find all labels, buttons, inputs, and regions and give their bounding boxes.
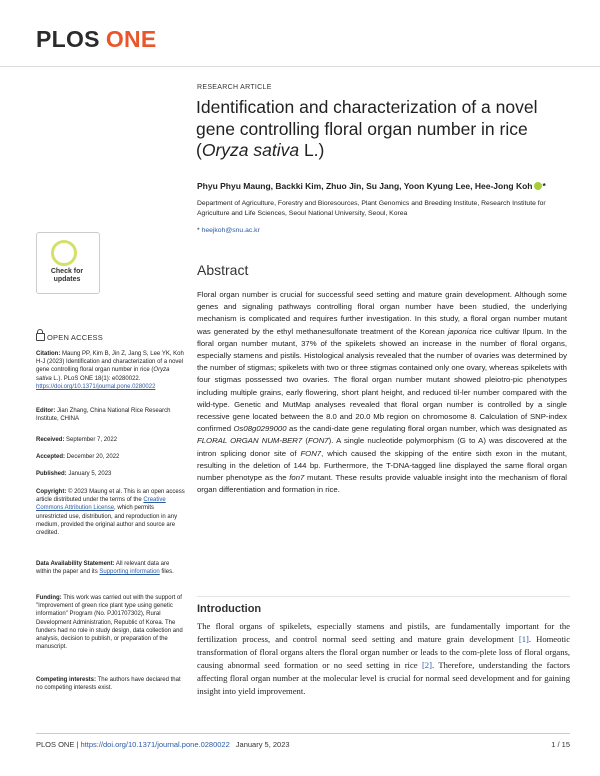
footer-citation: PLOS ONE | https://doi.org/10.1371/journal.pone.0280022 January 5, 2023: [36, 740, 290, 749]
logo-plos: PLOS: [36, 26, 100, 52]
page-number: 1 / 15: [551, 740, 570, 749]
license-link[interactable]: Creative Commons Attribution License: [36, 497, 166, 512]
header-divider: [0, 66, 600, 67]
citation-doi-link[interactable]: https://doi.org/10.1371/journal.pone.0280022: [36, 383, 156, 390]
intro-divider: [197, 596, 570, 597]
data-availability: Data Availability Statement: All relevant data are within the paper and its Supporting information files.: [36, 561, 174, 576]
corresponding-mark: *: [542, 181, 546, 191]
supporting-info-link[interactable]: Supporting information: [99, 569, 160, 576]
article-title: Identification and characterization of a novel gene controlling floral organ number in rice (Oryza sativa L.): [196, 97, 538, 160]
reference-link-2[interactable]: [2]: [421, 659, 432, 670]
competing-interests: Competing interests: The authors have declared that no competing interests exist.: [36, 677, 181, 692]
introduction-heading: Introduction: [197, 603, 262, 615]
footer-divider: [36, 733, 570, 734]
copyright-notice: Copyright: © 2023 Maung et al. This is an open access article distributed under the terms of the Creative Commons Attribution License, which permits unrestricted use, distribution, and reproduction in any medium, provided the original author and source are credited.: [36, 489, 185, 537]
footer-doi-link[interactable]: https://doi.org/10.1371/journal.pone.0280022: [80, 740, 230, 749]
corresponding-email: * heejkoh@snu.ac.kr: [197, 227, 260, 234]
introduction-text: The floral organs of spikelets, especially stamens and pistils, are fundamentally important for the fertilization process, and control normal seed setting and mature grain development [1]. Homeotic transformation of floral organs alters the floral organ number or leads to the com-plete loss of floral organs, causing abnormal seed formation or no seed setting in rice [2]. Therefore, understanding the factors affecting floral organ number at the molecular level is crucial for normal seed development and for gaining insight into yield improvement.: [197, 621, 571, 696]
footer-date: January 5, 2023: [235, 740, 290, 749]
logo-one: ONE: [105, 26, 157, 52]
check-updates-icon: [51, 240, 77, 266]
published-date: Published: January 5, 2023: [36, 471, 112, 477]
open-access-lock-icon: [36, 333, 45, 341]
email-link[interactable]: heejkoh@snu.ac.kr: [201, 227, 260, 234]
title-species: Oryza sativa: [201, 140, 300, 160]
article-type-label: RESEARCH ARTICLE: [197, 84, 272, 91]
open-access-label: OPEN ACCESS: [47, 333, 103, 342]
reference-link-1[interactable]: [1]: [518, 633, 529, 644]
badge-text: Check for updates: [50, 268, 84, 283]
footer-journal: PLOS ONE: [36, 740, 75, 749]
received-date: Received: September 7, 2022: [36, 437, 118, 443]
abstract-heading: Abstract: [197, 262, 249, 278]
accepted-date: Accepted: December 20, 2022: [36, 454, 120, 460]
journal-logo[interactable]: [36, 26, 157, 53]
abstract-text: Floral organ number is crucial for successful seed setting and mature grain development. Although some genes and signaling pathways controlling floral organ number have been studied, the underlying mechanism is complicated and requires further investigation. In this study, a floral organ number mutant was generated by the ethyl methanesulfonate treatment of the Korean japonica rice cultivar Ilpum. In the floral organ number mutant, 37% of the spikelets showed an increase in the number of floral organs, especially stamens and pistils. Histological analysis revealed that the number of ovaries was determined by the number of stigmas; spikelets with two or three stigmas contained only one ovary, whereas spikelets with four stigmas possessed two ovaries. The floral organ number mutant showed pleiotro-pic phenotypes including multiple grains, early flowering, short plant height, and reduced til-ler number compared with the wild-type. Genetic and MutMap analyses revealed that floral organ number is controlled by a single recessive gene located between the 8.0 and 20.0 Mb region on chromosome 8. Calculation of SNP-index confirmed Os08g0299000 as the candi-date gene regulating floral organ number, which was designated as FLORAL ORGAN NUM-BER7 (FON7). A single nucleotide polymorphism (G to A) was discovered at the intron splicing donor site of FON7, which caused the skipping of the entire sixth exon in the mutant, resulting in the deletion of 144 bp. Furthermore, the T-DNA-tagged line displayed the same floral organ number phenotype as the fon7 mutant. These results provide valuable insight into the mechanism of floral organ differentiation and formation in rice.: [197, 290, 568, 495]
affiliation: Department of Agriculture, Forestry and Bioresources, Plant Genomics and Breeding Institute, Research Institute for Agriculture and Life Sciences, Seoul National University, Seoul, Korea: [197, 200, 546, 217]
funding-statement: Funding: This work was carried out with the support of "Improvement of green rice plant type using genetic information" Program (No. PJ01707302), Rural Development Administration, Republic of Korea. The funders had no role in study design, data collection and analysis, decision to publish, or preparation of the manuscript.: [36, 595, 183, 651]
citation: Citation: Maung PP, Kim B, Jin Z, Jang S, Lee YK, Koh H-J (2023) Identification and characterization of a novel gene controlling floral organ number in rice (Oryza sativa L.). PLoS ONE 18(1): e0280022. https://doi.org/10.1371/journal.pone.0280022: [36, 351, 184, 390]
editor-info: Editor: Jian Zhang, China National Rice Research Institute, CHINA: [36, 408, 171, 423]
author-list: Phyu Phyu Maung, Backki Kim, Zhuo Jin, Su Jang, Yoon Kyung Lee, Hee-Jong Koh *: [197, 181, 546, 191]
